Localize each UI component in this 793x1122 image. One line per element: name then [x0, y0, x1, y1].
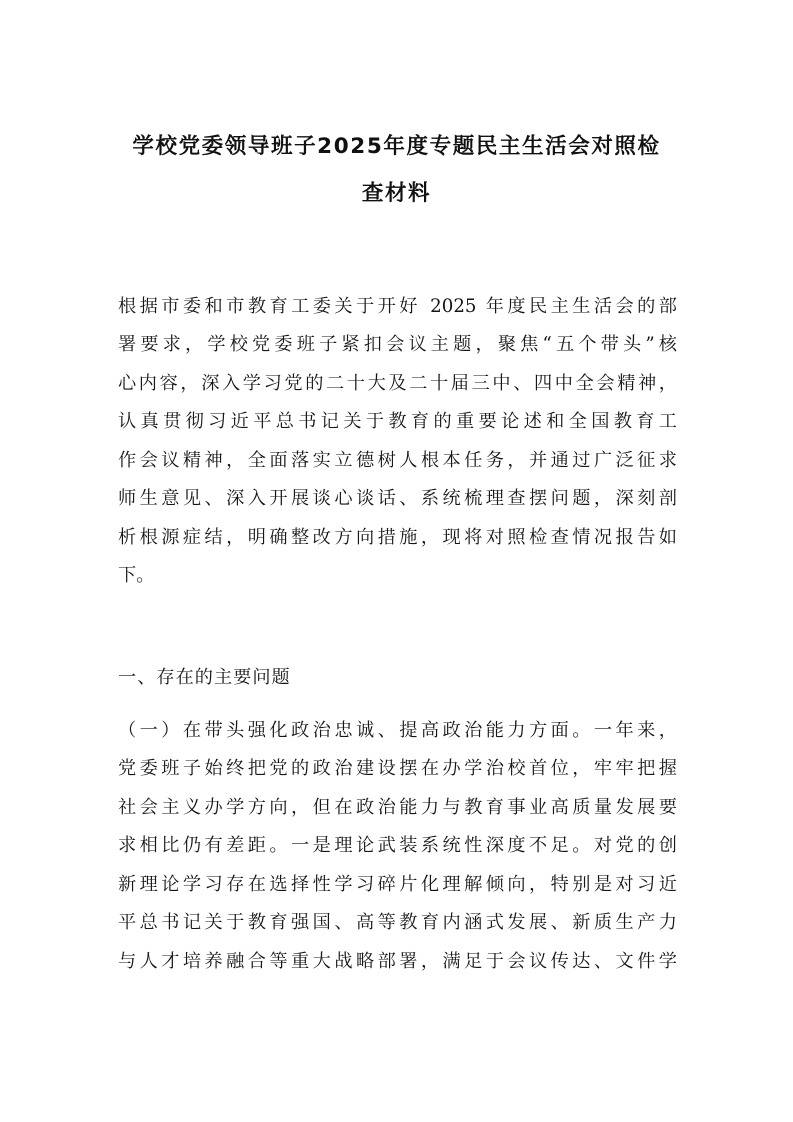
- subsection-line: 求相比仍有差距。一是理论武装系统性深度不足。对党的创: [118, 835, 677, 856]
- intro-line: 作会议精神，全面落实立德树人根本任务，并通过广泛征求: [118, 450, 677, 471]
- document-title-line-1: 学校党委领导班子2025年度专题民主生活会对照检: [132, 134, 661, 159]
- intro-line: 析根源症结，明确整改方向措施，现将对照检查情况报告如: [118, 527, 677, 548]
- intro-line: 下。: [118, 565, 155, 586]
- intro-line: 师生意见、深入开展谈心谈话、系统梳理查摆问题，深刻剖: [118, 488, 677, 509]
- intro-line: 署要求，学校党委班子紧扣会议主题，聚焦“五个带头”核: [118, 334, 677, 355]
- section-heading: 一、存在的主要问题: [118, 667, 291, 688]
- subsection-line: （一）在带头强化政治忠诚、提高政治能力方面。一年来，: [118, 720, 677, 741]
- subsection-line: 与人才培养融合等重大战略部署，满足于会议传达、文件学: [118, 951, 677, 972]
- intro-line: 心内容，深入学习党的二十大及二十届三中、四中全会精神，: [118, 373, 677, 394]
- intro-line: 认真贯彻习近平总书记关于教育的重要论述和全国教育工: [118, 411, 677, 432]
- subsection-line: 社会主义办学方向，但在政治能力与教育事业高质量发展要: [118, 797, 677, 818]
- document-title-line-2: 查材料: [361, 181, 432, 206]
- subsection-line: 党委班子始终把党的政治建设摆在办学治校首位，牢牢把握: [118, 758, 677, 779]
- intro-line: 根据市委和市教育工委关于开好 2025 年度民主生活会的部: [118, 296, 677, 317]
- subsection-line: 新理论学习存在选择性学习碎片化理解倾向，特别是对习近: [118, 874, 677, 895]
- subsection-line: 平总书记关于教育强国、高等教育内涵式发展、新质生产力: [118, 912, 677, 933]
